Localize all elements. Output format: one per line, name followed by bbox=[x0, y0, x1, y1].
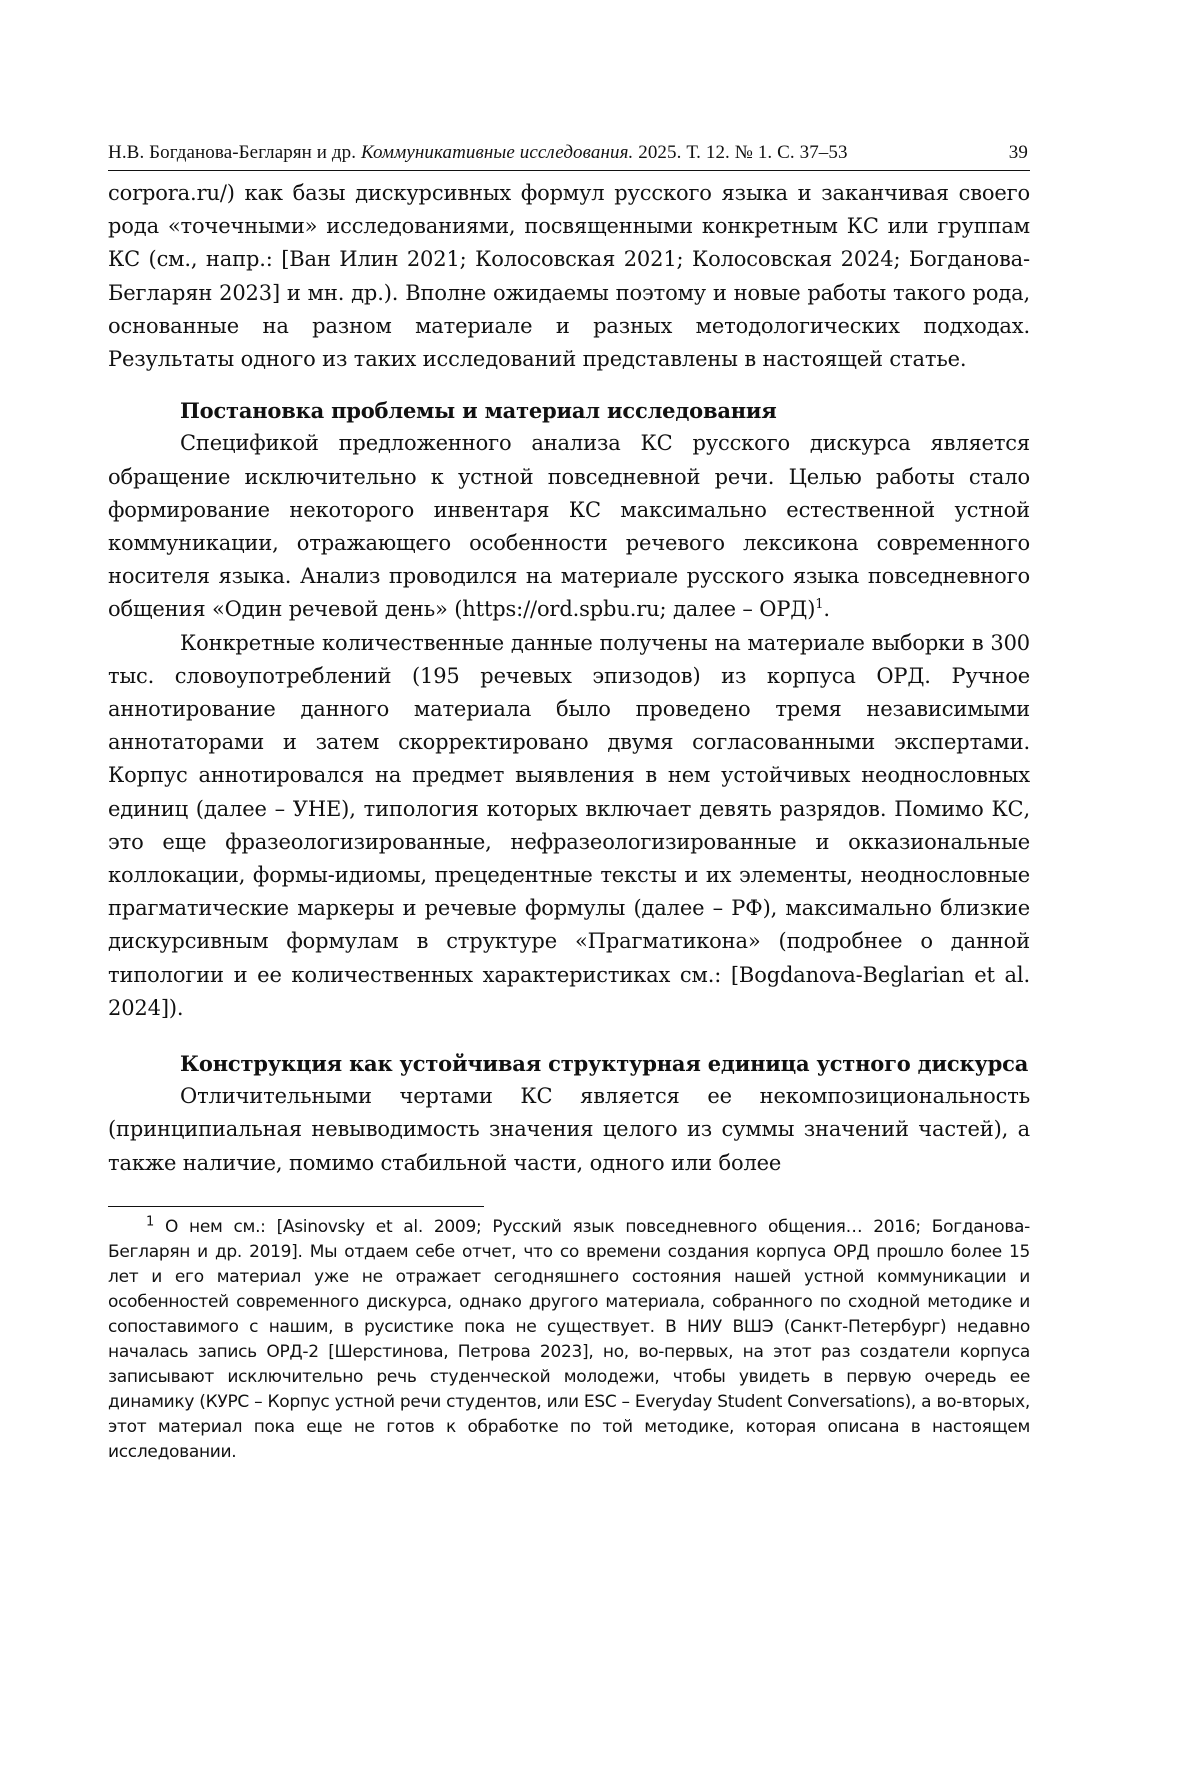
footnote bbox=[108, 1215, 1030, 1465]
section-heading-problem: Постановка проблемы и материал исследования bbox=[180, 398, 777, 424]
footnote-text: О нем см.: [Asinovsky et al. 2009; Русский язык повседневного общения… 2016; Богданова-Бегларян и др. 2019]. Мы отдаем себе отчет, что со времени создания корпуса ОРД прошло более 15 лет и его материал уже не отражает сегодняшнего состояния нашей устной коммуникации и особенностей современного дискурса, однако другого материала, собранного по сходной методике и сопоставимого с нашим, в русистике пока не существует. В НИУ ВШЭ (Санкт-Петербург) недавно началась запись ОРД-2 [Шерстинова, Петрова 2023], но, во-первых, на этот раз создатели корпуса записывают исключительно речь студенческой молодежи, чтобы увидеть в первую очередь ее динамику (КУРС – Корпус устной речи студентов, или ESC – Everyday Student Conversations), а во-вторых, этот материал пока еще не готов к обработке по той методике, которая описана в настоящем исследовании. bbox=[108, 1216, 1030, 1462]
header-journal: Коммуникативные исследования. bbox=[361, 142, 634, 163]
running-head-citation bbox=[108, 140, 848, 166]
page bbox=[108, 140, 1030, 1465]
paragraph-problem-1 bbox=[108, 427, 1030, 626]
footnote-divider bbox=[108, 1206, 484, 1207]
intro-paragraph: corpora.ru/) как базы дискурсивных формул русского языка и заканчивая своего рода «точечными» исследованиями, посвященными конкретным КС или группам КС (см., напр.: [Ван Илин 2021; Колосовская 2021; Колосовская 2024; Богданова-Бегларян 2023] и мн. др.). Вполне ожидаемы поэтому и новые работы такого рода, основанные на разном материале и разных методологических подходах. Результаты одного из таких исследований представлены в настоящей статье. bbox=[108, 181, 1030, 372]
header-citation: 2025. Т. 12. № 1. С. 37–53 bbox=[638, 142, 848, 163]
article-body bbox=[108, 177, 1030, 1180]
paragraph-problem-1-text: Спецификой предложенного анализа КС русского дискурса является обращение исключительно к устной повседневной речи. Целью работы стало формирование некоторого инвентаря КС максимально естественной устной коммуникации, отражающего особенности речевого лексикона современного носителя языка. Анализ проводился на материале русского языка повседневного общения «Один речевой день» (https://ord.spbu.ru; далее – ОРД) bbox=[108, 431, 1030, 622]
footnote-number: 1 bbox=[146, 1214, 154, 1230]
spacer bbox=[108, 1025, 1030, 1047]
section-heading-construction: Конструкция как устойчивая структурная единица устного дискурса bbox=[180, 1051, 1029, 1077]
spacer bbox=[108, 376, 1030, 394]
running-head bbox=[108, 140, 1030, 171]
header-authors: Н.В. Богданова-Бегларян и др. bbox=[108, 142, 357, 163]
paragraph-construction-1: Отличительными чертами КС является ее некомпозициональность (принципиальная невыводимость значения целого из суммы значений частей), а также наличие, помимо стабильной части, одного или более bbox=[108, 1084, 1030, 1175]
footnote-ref[interactable]: 1 bbox=[815, 597, 824, 613]
page-number: 39 bbox=[1008, 142, 1028, 163]
paragraph-problem-1-end: . bbox=[823, 597, 830, 622]
paragraph-problem-2: Конкретные количественные данные получены на материале выборки в 300 тыс. словоупотреблений (195 речевых эпизодов) из корпуса ОРД. Ручное аннотирование данного материала было проведено тремя независимыми аннотаторами и затем скорректировано двумя согласованными экспертами. Корпус аннотировался на предмет выявления в нем устойчивых неоднословных единиц (далее – УНЕ), типология которых включает девять разрядов. Помимо КС, это еще фразеологизированные, нефразеологизированные и окказиональные коллокации, формы-идиомы, прецедентные тексты и их элементы, неоднословные прагматические маркеры и речевые формулы (далее – РФ), максимально близкие дискурсивным формулам в структуре «Прагматикона» (подробнее о данной типологии и ее количественных характеристиках см.: [Bogdanova-Beglarian et al. 2024]). bbox=[108, 630, 1030, 1020]
